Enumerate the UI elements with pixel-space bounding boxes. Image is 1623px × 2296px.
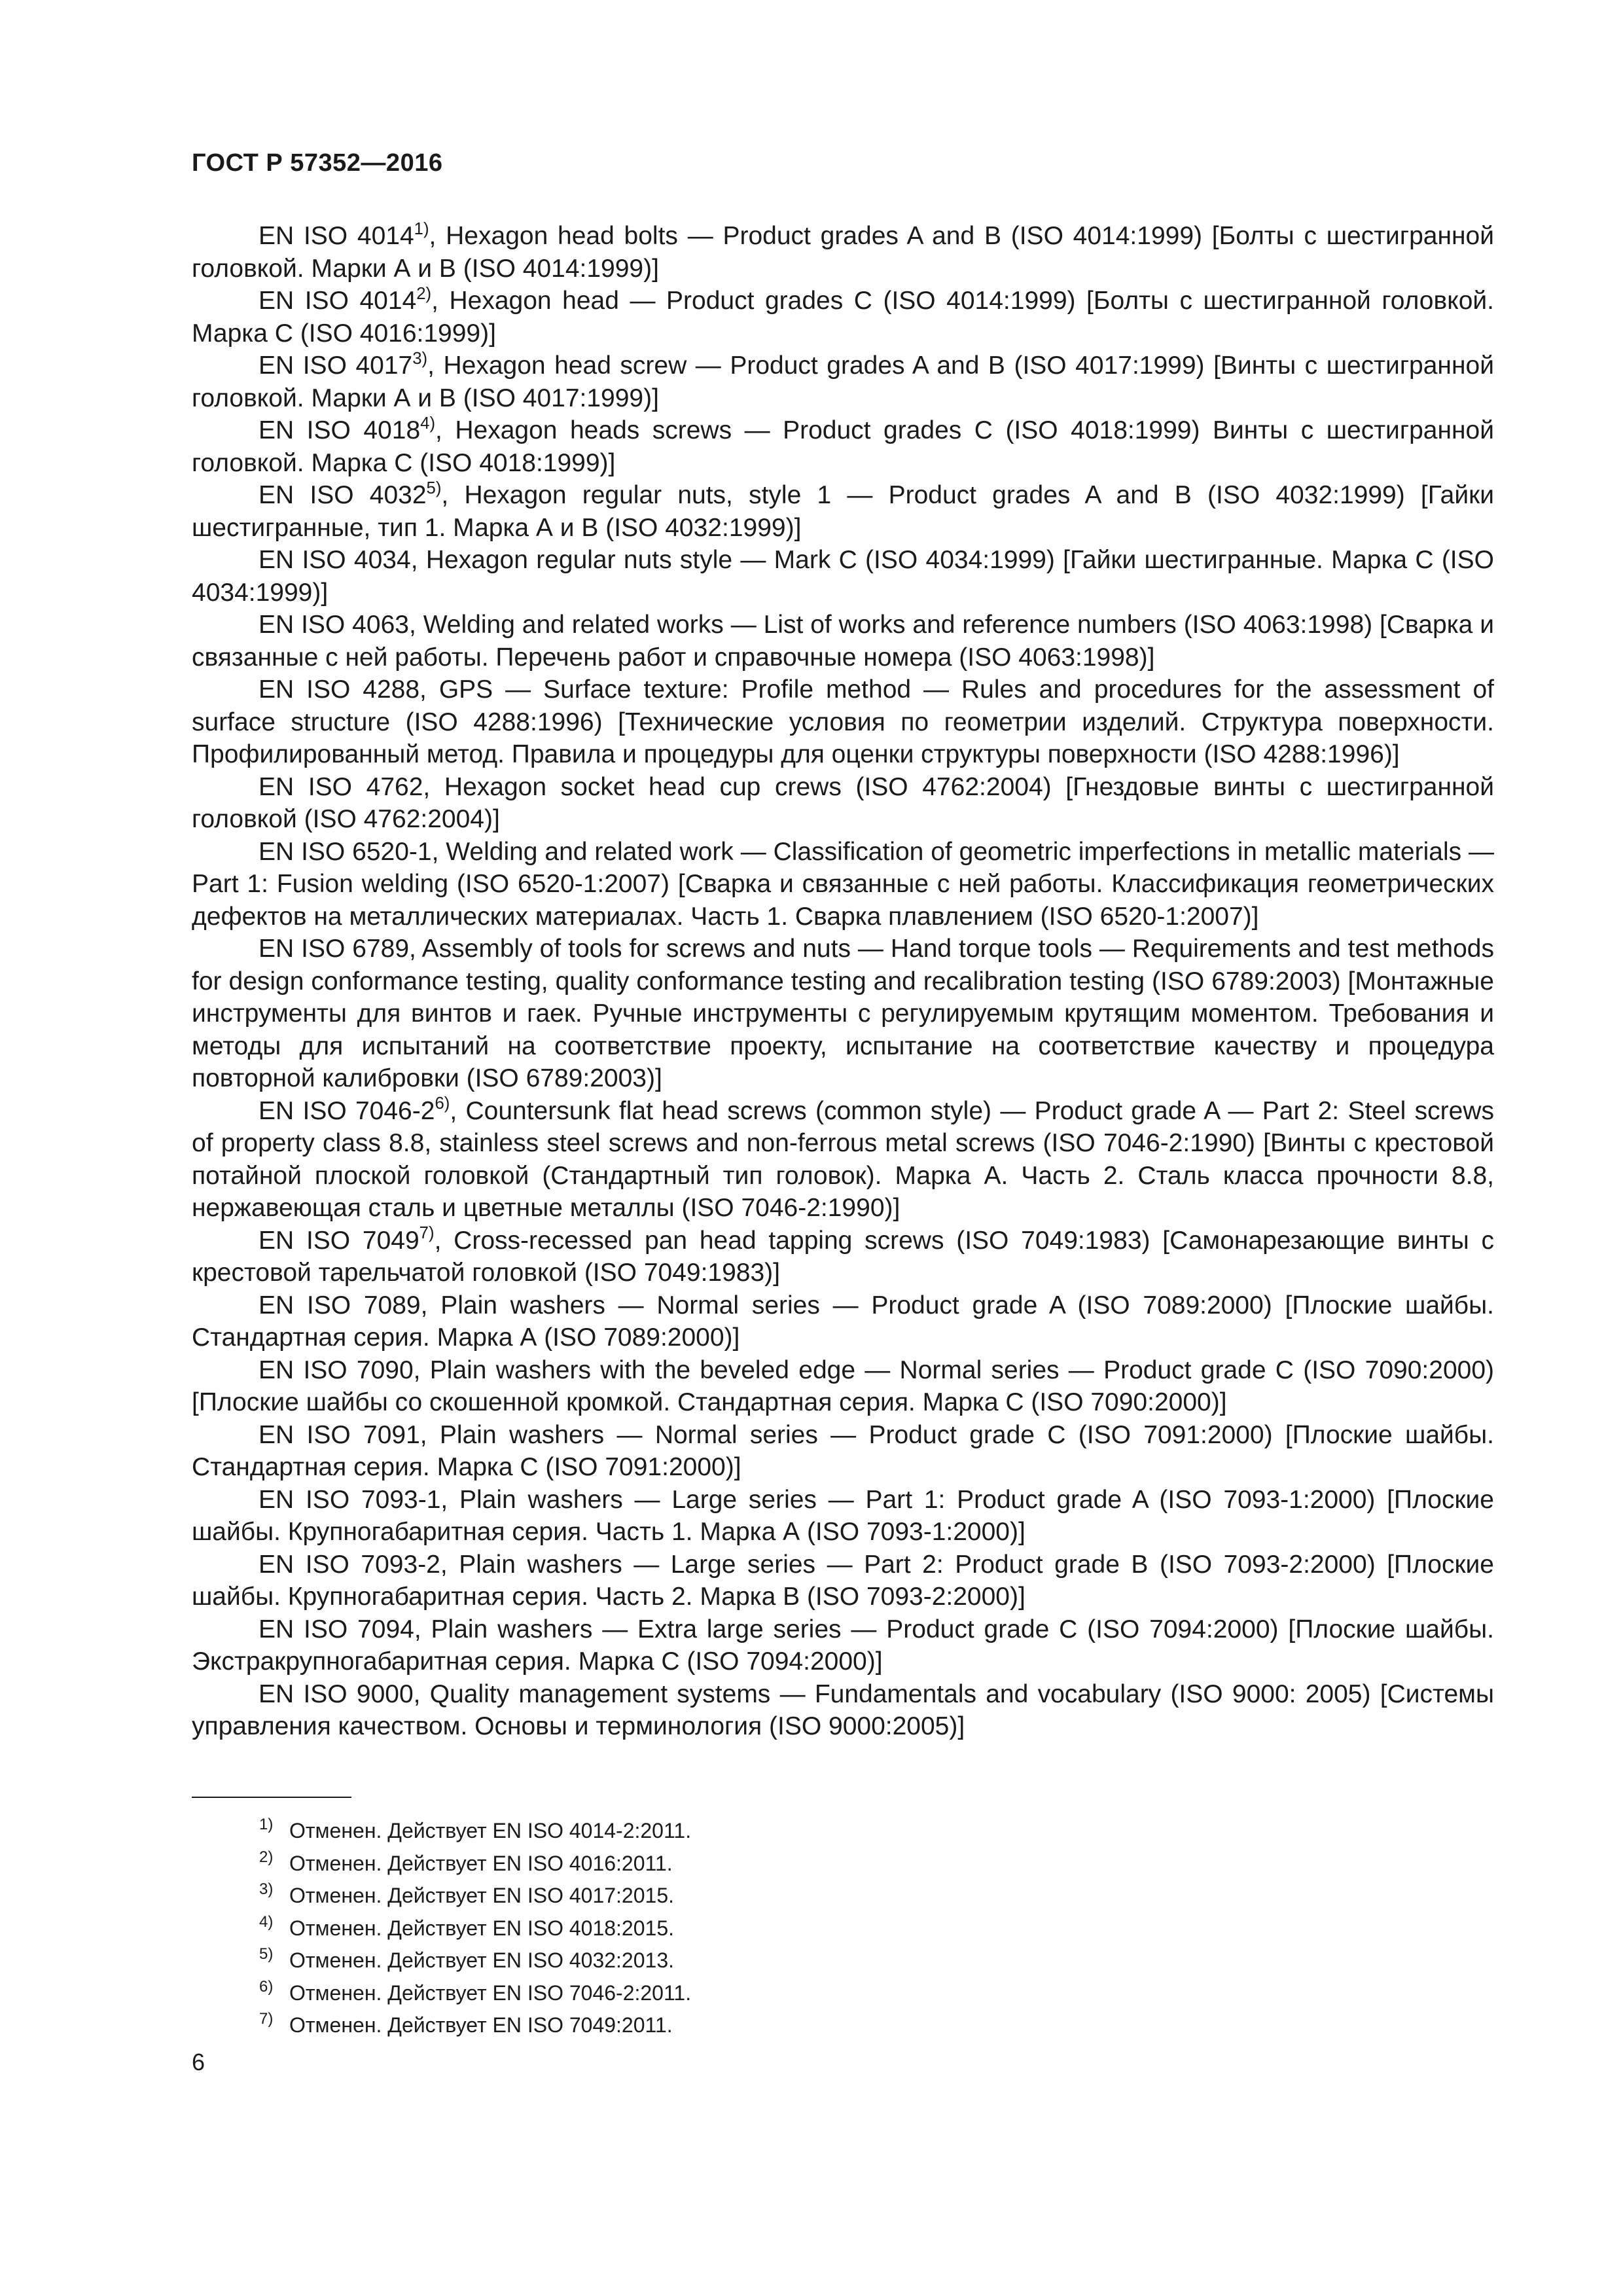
reference-entry: EN ISO 4034, Hexagon regular nuts style — Mark C (ISO 4034:1999) [Гайки шестигранные. Марка С (ISO 4034:1999)] [192,546,1494,607]
footnote [259,1815,691,1848]
reference-entry: EN ISO 7093-2, Plain washers — Large series — Part 2: Product grade B (ISO 7093-2:2000) [Плоские шайбы. Крупногабаритная серия. Часть 2. Марка В (ISO 7093-2:2000)] [192,1550,1494,1611]
footnote-mark: 3) [259,1880,274,1899]
reference-entry: EN ISO 6789, Assembly of tools for screws and nuts — Hand torque tools — Requirements and test methods for design conformance testing, quality conformance testing and recalibration testing (ISO 6789:2003) [Монтажные инструменты для винтов и гаек. Ручные инструменты с регулируемым крутящим моментом. Требования и методы для испытаний на соответствие проекту, испытание на соответствие качеству и процедура повторной калибровки (ISO 6789:2003)] [192,935,1494,1092]
reference-entry: EN ISO 4014$^{2)}$, Hexagon head — Product grades C (ISO 4014:1999) [Болты с шестигранной головкой. Марка С (ISO 4016:1999)] [192,284,1494,348]
reference-list [192,220,1494,1743]
page-number: 6 [192,2049,205,2075]
reference-entry: EN ISO 7049$^{7)}$, Cross-recessed pan head tapping screws (ISO 7049:1983) [Самонарезающие винты с крестовой тарельчатой головкой (ISO 7049:1983)] [192,1224,1494,1287]
reference-entry: EN ISO 7089, Plain washers — Normal series — Product grade A (ISO 7089:2000) [Плоские шайбы. Стандартная серия. Марка А (ISO 7089:2000)] [192,1291,1494,1352]
footnote-text: Отменен. Действует EN ISO 4014-2:2011. [289,1819,692,1842]
reference-entry: EN ISO 7093-1, Plain washers — Large series — Part 1: Product grade A (ISO 7093-1:2000) [Плоские шайбы. Крупногабаритная серия. Часть 1. Марка А (ISO 7093-1:2000)] [192,1485,1494,1546]
footnote [259,1977,691,2010]
reference-entry: EN ISO 9000, Quality management systems — Fundamentals and vocabulary (ISO 9000: 2005) [Системы управления качеством. Основы и терминология (ISO 9000:2005)] [192,1679,1494,1740]
footnote-mark: 1) [259,1816,274,1834]
reference-entry: EN ISO 7091, Plain washers — Normal series — Product grade C (ISO 7091:2000) [Плоские шайбы. Стандартная серия. Марка С (ISO 7091:2000)] [192,1420,1494,1481]
footnote [259,1848,691,1880]
reference-entry: EN ISO 7046-2$^{6)}$, Countersunk flat head screws (common style) — Product grade A — Part 2: Steel screws of property class 8.8, stainless steel screws and non-ferrous metal screws (ISO 7046-2:1990) [Винты с крестовой потайной плоской головкой (Стандартный тип головок). Марка А. Часть 2. Сталь класса прочности 8.8, нержавеющая сталь и цветные металлы (ISO 7046-2:1990)] [192,1094,1495,1222]
document-header: ГОСТ Р 57352—2016 [192,149,443,177]
footnote [259,1945,691,1977]
footnote-text: Отменен. Действует EN ISO 4032:2013. [289,1948,674,1972]
footnote-mark: 6) [259,1977,274,1996]
reference-entry: EN ISO 7094, Plain washers — Extra large series — Product grade C (ISO 7094:2000) [Плоские шайбы. Экстракрупногабаритная серия. Марка С (ISO 7094:2000)] [192,1615,1494,1676]
footnote-mark: 2) [259,1848,274,1866]
footnote-text: Отменен. Действует EN ISO 4018:2015. [289,1916,674,1940]
footnote-mark: 4) [259,1912,274,1931]
footnote-text: Отменен. Действует EN ISO 7046-2:2011. [289,1981,692,2005]
footnote [259,2009,691,2042]
footnote-mark: 5) [259,1945,274,1964]
footnote-text: Отменен. Действует EN ISO 4017:2015. [289,1884,674,1907]
reference-entry: EN ISO 6520-1, Welding and related work — Classification of geometric imperfections in metallic materials — Part 1: Fusion welding (ISO 6520-1:2007) [Сварка и связанные с ней работы. Классификация геометрических дефектов на металлических материалах. Часть 1. Сварка плавлением (ISO 6520-1:2007)] [192,837,1494,931]
reference-entry: EN ISO 4063, Welding and related works — List of works and reference numbers (ISO 4063:1998) [Сварка и связанные с ней работы. Перечень работ и справочные номера (ISO 4063:1998)] [192,611,1494,672]
footnotes [259,1815,691,2042]
reference-entry: EN ISO 4762, Hexagon socket head cup crews (ISO 4762:2004) [Гнездовые винты с шестигранной головкой (ISO 4762:2004)] [192,772,1494,833]
footnote [259,1912,691,1945]
reference-entry: EN ISO 4014$^{1)}$, Hexagon head bolts — Product grades A and B (ISO 4014:1999) [Болты с шестигранной головкой. Марки А и В (ISO 4014:1999)] [192,219,1494,283]
footnote [259,1880,691,1912]
footnote-text: Отменен. Действует EN ISO 4016:2011. [289,1851,673,1875]
footnote-text: Отменен. Действует EN ISO 7049:2011. [289,2013,673,2037]
reference-entry: EN ISO 4032$^{5)}$, Hexagon regular nuts, style 1 — Product grades A and B (ISO 4032:1999) [Гайки шестигранные, тип 1. Марка А и В (ISO 4032:1999)] [192,478,1494,542]
footnote-divider [192,1797,351,1798]
reference-entry: EN ISO 4018$^{4)}$, Hexagon heads screws — Product grades C (ISO 4018:1999) Винты с шестигранной головкой. Марка С (ISO 4018:1999)] [192,414,1494,477]
reference-entry: EN ISO 7090, Plain washers with the beveled edge — Normal series — Product grade C (ISO 7090:2000) [Плоские шайбы со скошенной кромкой. Стандартная серия. Марка С (ISO 7090:2000)] [192,1355,1494,1416]
reference-entry: EN ISO 4017$^{3)}$, Hexagon head screw — Product grades A and B (ISO 4017:1999) [Винты с шестигранной головкой. Марки А и В (ISO 4017:1999)] [192,349,1494,412]
footnote-mark: 7) [259,2010,274,2028]
reference-entry: EN ISO 4288, GPS — Surface texture: Profile method — Rules and procedures for the assessment of surface structure (ISO 4288:1996) [Технические условия по геометрии изделий. Структура поверхности. Профилированный метод. Правила и процедуры для оценки структуры поверхности (ISO 4288:1996)] [192,675,1494,768]
